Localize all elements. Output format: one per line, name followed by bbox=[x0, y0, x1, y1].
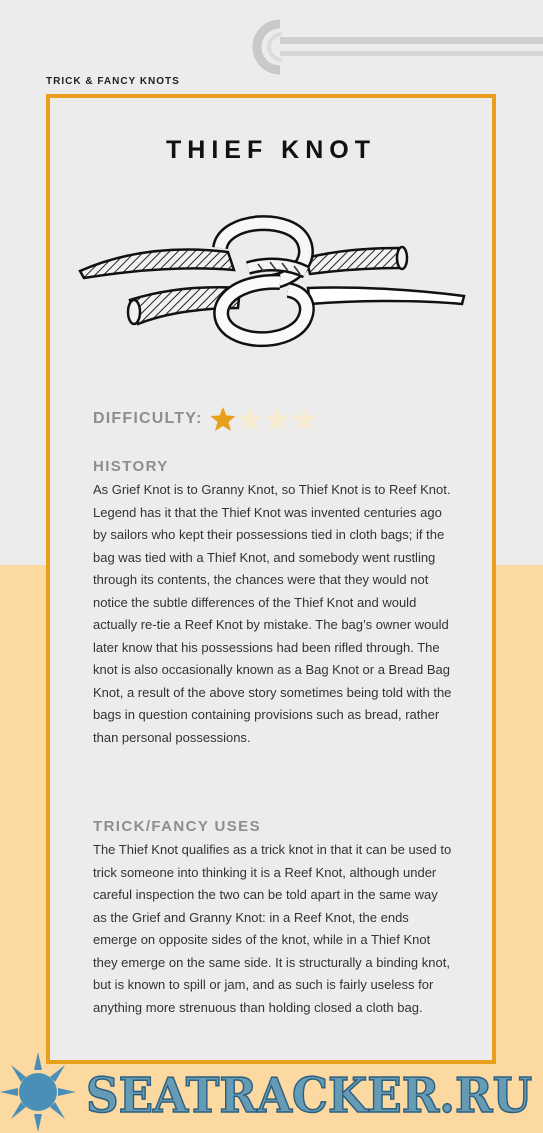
star-icon bbox=[237, 406, 263, 432]
page-title: THIEF KNOT bbox=[166, 136, 376, 164]
section-label: TRICK & FANCY KNOTS bbox=[46, 76, 180, 87]
star-icon bbox=[210, 406, 236, 432]
watermark-text: SEATRACKER.RU bbox=[86, 1068, 532, 1124]
star-icon bbox=[264, 406, 290, 432]
knot-illustration bbox=[68, 208, 478, 348]
history-text: As Grief Knot is to Granny Knot, so Thief Knot is to Reef Knot. Legend has it that the Thief Knot was invented centuries ago by sailors who kept their possessions tied in cloth bags; if the bag was tied with a Thief Knot, and somebody went rustling through its contents, the chances were that they would not notice the subtle differences of the Thief Knot and would actually re-tie a Reef Knot by mistake. The bag’s owner would later know that his possessions had been rifled through. The knot is also occasionally known as a Bag Knot or a Bread Bag Knot, a result of the above story sometimes being told with the bags in question containing provisions such as bread, rather than personal possessions. bbox=[93, 482, 452, 745]
difficulty-label: DIFFICULTY: bbox=[93, 410, 203, 427]
history-heading: HISTORY bbox=[93, 458, 169, 475]
knot-card bbox=[46, 94, 496, 1064]
header-ring-icon bbox=[240, 18, 543, 78]
sun-icon bbox=[0, 1052, 76, 1132]
uses-heading: TRICK/FANCY USES bbox=[93, 818, 261, 835]
uses-text: The Thief Knot qualifies as a trick knot in that it can be used to trick someone into thinking it is a Reef Knot, although under careful inspection the two can be told apart in the same way as the Grief and Granny Knot: in a Reef Knot, the ends emerge on opposite sides of the knot, while in a Thief Knot they emerge on the same side. It is structurally a binding knot, but is known to spill or jam, and as such is fairly useless for anything more strenuous than holding closed a cloth bag. bbox=[93, 842, 452, 1015]
difficulty-stars bbox=[210, 406, 318, 432]
difficulty-rating bbox=[93, 406, 318, 432]
star-icon bbox=[291, 406, 317, 432]
watermark bbox=[0, 1052, 543, 1133]
